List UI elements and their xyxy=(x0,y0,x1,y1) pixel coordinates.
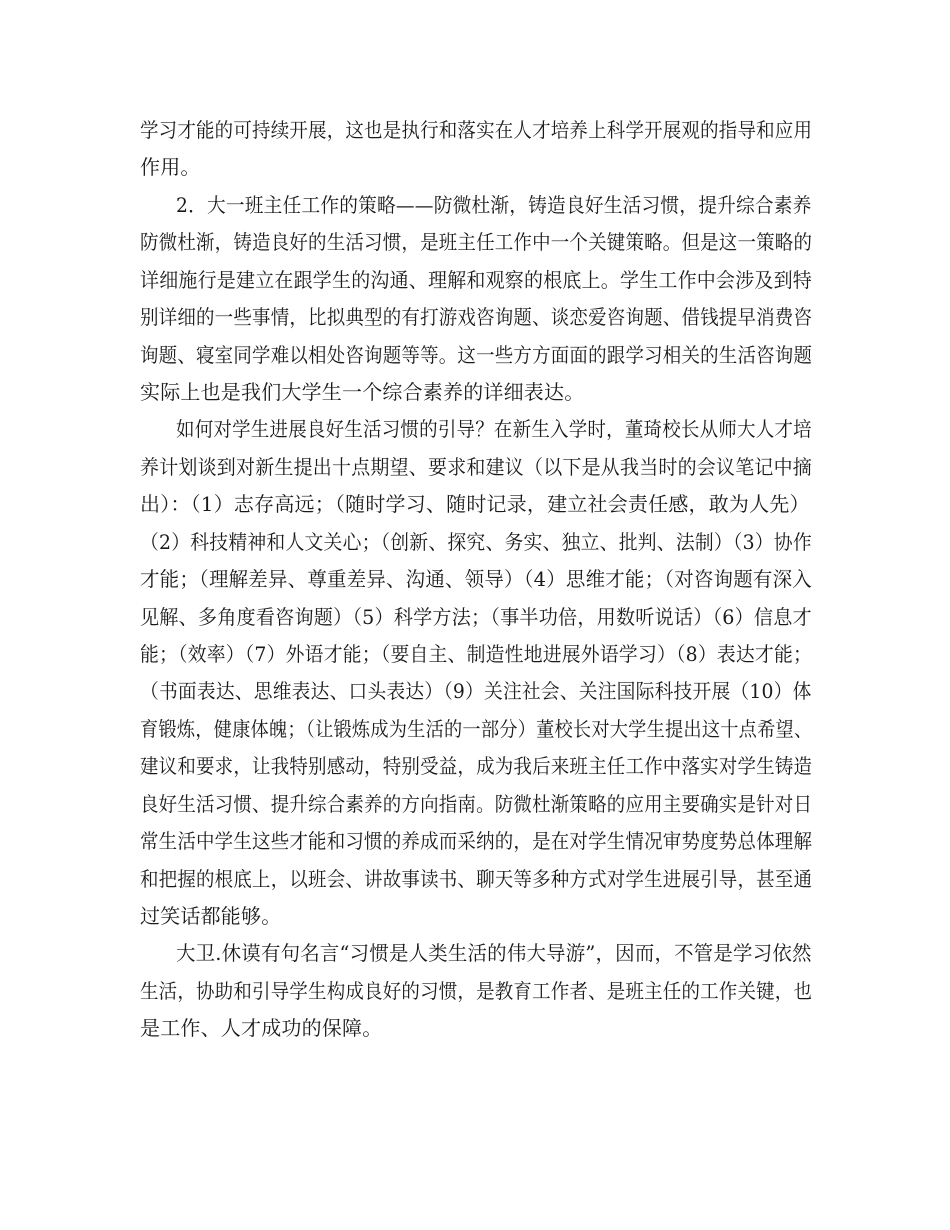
text-line-18: 建议和要求，让我特别感动，特别受益，成为我后来班主任工作中落实对学生铸造 xyxy=(140,754,813,778)
text-line-16: （书面表达、思维表达、口头表达）（9）关注社会、关注国际科技开展（10）体 xyxy=(140,679,812,703)
text-line-21: 和把握的根底上，以班会、讲故事读书、聊天等多种方式对学生进展引导，甚至通 xyxy=(140,867,813,891)
text-line-25: 是工作、人才成功的保障。 xyxy=(140,1016,383,1040)
section-heading: 2．大一班主任工作的策略——防微杜渐，铸造良好生活习惯，提升综合素养 xyxy=(176,193,812,217)
text-line-8: 实际上也是我们大学生一个综合素养的详细表达。 xyxy=(140,380,585,404)
text-line-22: 过笑话都能够。 xyxy=(140,904,282,928)
text-line-1: 学习才能的可持续开展，这也是执行和落实在人才培养上科学开展观的指导和应用 xyxy=(140,118,813,142)
text-line-12: （2）科技精神和人文关心；（创新、探究、务实、独立、批判、法制）（3）协作 xyxy=(140,530,812,554)
text-line-15: 能；（效率）（7）外语才能；（要自主、制造性地进展外语学习）（8）表达才能； xyxy=(140,642,813,666)
text-line-9: 如何对学生进展良好生活习惯的引导？在新生入学时，董琦校长从师大人才培 xyxy=(176,417,812,441)
text-line-11: 出）：（1）志存高远；（随时学习、随时记录，建立社会责任感，敢为人先） xyxy=(140,492,810,516)
text-line-19: 良好生活习惯、提升综合素养的方向指南。防微杜渐策略的应用主要确实是针对日 xyxy=(140,792,813,816)
text-line-20: 常生活中学生这些才能和习惯的养成而采纳的，是在对学生情况审势度势总体理解 xyxy=(140,829,813,853)
text-line-7: 询题、寝室同学难以相处咨询题等等。这一些方方面面的跟学习相关的生活咨询题 xyxy=(140,343,813,367)
text-line-17: 育锻炼，健康体魄；（让锻炼成为生活的一部分）董校长对大学生提出这十点希望、 xyxy=(140,717,813,741)
text-line-5: 详细施行是建立在跟学生的沟通、理解和观察的根底上。学生工作中会涉及到特 xyxy=(140,268,813,292)
text-line-6: 别详细的一些事情，比拟典型的有打游戏咨询题、谈恋爱咨询题、借钱提早消费咨 xyxy=(140,305,813,329)
text-line-24: 生活，协助和引导学生构成良好的习惯，是教育工作者、是班主任的工作关键，也 xyxy=(140,979,813,1003)
text-line-13: 才能；（理解差异、尊重差异、沟通、领导）（4）思维才能；（对咨询题有深入 xyxy=(140,567,812,591)
text-line-23: 大卫.休谟有句名言“习惯是人类生活的伟大导游”，因而，不管是学习依然 xyxy=(176,941,812,965)
text-line-4: 防微杜渐，铸造良好的生活习惯，是班主任工作中一个关键策略。但是这一策略的 xyxy=(140,230,813,254)
text-line-14: 见解、多角度看咨询题）（5）科学方法；（事半功倍，用数听说话）（6）信息才 xyxy=(140,605,812,629)
text-line-2: 作用。 xyxy=(140,155,201,179)
text-line-10: 养计划谈到对新生提出十点期望、要求和建议（以下是从我当时的会议笔记中摘 xyxy=(140,455,813,479)
